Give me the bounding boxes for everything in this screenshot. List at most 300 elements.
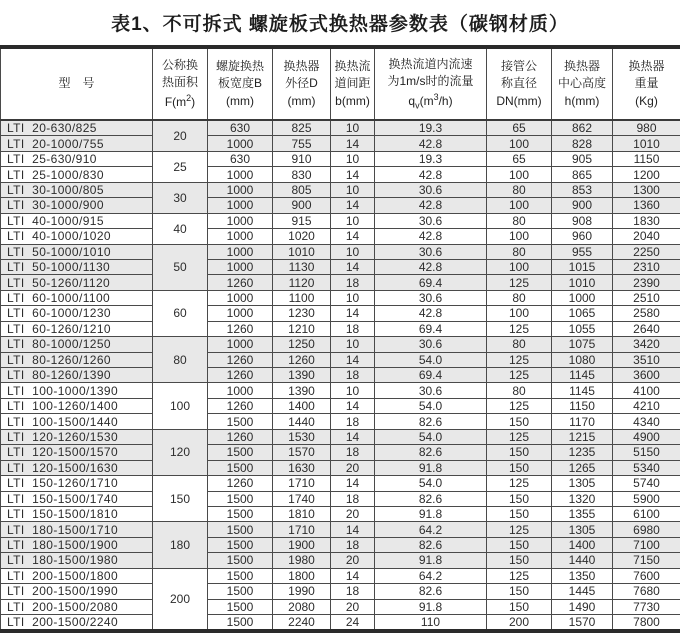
model-cell: LTI 40-1000/915 (1, 213, 153, 228)
center-height-cell: 1065 (552, 306, 613, 321)
nozzle-dn-cell: 100 (487, 306, 552, 321)
area-cell: 80 (153, 337, 208, 383)
area-cell: 20 (153, 120, 208, 151)
area-cell: 40 (153, 213, 208, 244)
channel-gap-cell: 10 (331, 337, 375, 352)
flow-rate-cell: 69.4 (375, 321, 487, 336)
center-height-cell: 862 (552, 120, 613, 136)
table-row (1, 229, 680, 244)
table-row (1, 321, 680, 336)
channel-gap-cell: 18 (331, 414, 375, 429)
flow-rate-cell: 42.8 (375, 306, 487, 321)
table-row (1, 553, 680, 568)
center-height-cell: 1150 (552, 398, 613, 413)
nozzle-dn-cell: 100 (487, 259, 552, 274)
outer-dia-cell: 1100 (273, 290, 331, 305)
plate-width-cell: 1260 (208, 275, 273, 290)
channel-gap-cell: 14 (331, 136, 375, 151)
col-header-area: 公称换 热面积 $F(m^2)$ (153, 47, 208, 120)
plate-width-cell: 1260 (208, 368, 273, 383)
plate-width-cell: 630 (208, 120, 273, 136)
weight-cell: 2310 (613, 259, 680, 274)
area-cell: 150 (153, 476, 208, 522)
model-cell: LTI 60-1000/1230 (1, 306, 153, 321)
table-row (1, 136, 680, 151)
outer-dia-cell: 1390 (273, 368, 331, 383)
channel-gap-cell: 18 (331, 321, 375, 336)
nozzle-dn-cell: 100 (487, 229, 552, 244)
flow-rate-cell: 42.8 (375, 167, 487, 182)
plate-width-cell: 1000 (208, 167, 273, 182)
channel-gap-cell: 18 (331, 368, 375, 383)
weight-cell: 7150 (613, 553, 680, 568)
outer-dia-cell: 1990 (273, 584, 331, 599)
flow-rate-cell: 54.0 (375, 476, 487, 491)
channel-gap-cell: 14 (331, 398, 375, 413)
outer-dia-cell: 805 (273, 182, 331, 197)
nozzle-dn-cell: 80 (487, 337, 552, 352)
weight-cell: 6100 (613, 506, 680, 521)
flow-rate-cell: 42.8 (375, 259, 487, 274)
center-height-cell: 1080 (552, 352, 613, 367)
nozzle-dn-cell: 125 (487, 352, 552, 367)
weight-cell: 5150 (613, 445, 680, 460)
weight-cell: 4900 (613, 429, 680, 444)
channel-gap-cell: 18 (331, 584, 375, 599)
header-row (1, 47, 680, 120)
weight-cell: 5340 (613, 460, 680, 475)
outer-dia-cell: 1900 (273, 537, 331, 552)
flow-rate-cell: 91.8 (375, 460, 487, 475)
flow-rate-cell: 30.6 (375, 290, 487, 305)
nozzle-dn-cell: 65 (487, 120, 552, 136)
nozzle-dn-cell: 80 (487, 244, 552, 259)
flow-rate-cell: 54.0 (375, 429, 487, 444)
table-row (1, 198, 680, 213)
flow-rate-cell: 30.6 (375, 383, 487, 398)
model-cell: LTI 150-1500/1740 (1, 491, 153, 506)
flow-rate-cell: 42.8 (375, 136, 487, 151)
flow-rate-cell: 82.6 (375, 584, 487, 599)
plate-width-cell: 1500 (208, 584, 273, 599)
table-row (1, 568, 680, 583)
plate-width-cell: 1500 (208, 414, 273, 429)
plate-width-cell: 1500 (208, 460, 273, 475)
flow-rate-cell: 30.6 (375, 337, 487, 352)
weight-cell: 7600 (613, 568, 680, 583)
outer-dia-cell: 1230 (273, 306, 331, 321)
table-row (1, 522, 680, 537)
model-cell: LTI 120-1500/1570 (1, 445, 153, 460)
outer-dia-cell: 1210 (273, 321, 331, 336)
nozzle-dn-cell: 65 (487, 151, 552, 166)
outer-dia-cell: 1020 (273, 229, 331, 244)
outer-dia-cell: 910 (273, 151, 331, 166)
channel-gap-cell: 20 (331, 553, 375, 568)
area-cell: 25 (153, 151, 208, 182)
col-header-plate-width: 螺旋换热 板宽度B (mm) (208, 47, 273, 120)
flow-rate-cell: 110 (375, 615, 487, 632)
channel-gap-cell: 14 (331, 476, 375, 491)
center-height-cell: 1145 (552, 368, 613, 383)
model-cell: LTI 200-1500/1990 (1, 584, 153, 599)
nozzle-dn-cell: 150 (487, 491, 552, 506)
plate-width-cell: 1000 (208, 198, 273, 213)
channel-gap-cell: 14 (331, 198, 375, 213)
model-cell: LTI 30-1000/900 (1, 198, 153, 213)
outer-dia-cell: 830 (273, 167, 331, 182)
area-cell: 30 (153, 182, 208, 213)
center-height-cell: 1145 (552, 383, 613, 398)
weight-cell: 5900 (613, 491, 680, 506)
outer-dia-cell: 1810 (273, 506, 331, 521)
nozzle-dn-cell: 150 (487, 599, 552, 614)
outer-dia-cell: 1710 (273, 522, 331, 537)
outer-dia-cell: 1010 (273, 244, 331, 259)
table-row (1, 537, 680, 552)
plate-width-cell: 1260 (208, 398, 273, 413)
weight-cell: 3600 (613, 368, 680, 383)
weight-cell: 7100 (613, 537, 680, 552)
weight-cell: 2580 (613, 306, 680, 321)
plate-width-cell: 1500 (208, 615, 273, 632)
plate-width-cell: 1500 (208, 553, 273, 568)
channel-gap-cell: 20 (331, 506, 375, 521)
flow-rate-cell: 64.2 (375, 522, 487, 537)
table-row (1, 368, 680, 383)
center-height-cell: 1570 (552, 615, 613, 632)
nozzle-dn-cell: 80 (487, 182, 552, 197)
model-cell: LTI 30-1000/805 (1, 182, 153, 197)
nozzle-dn-cell: 100 (487, 167, 552, 182)
table-row (1, 506, 680, 521)
outer-dia-cell: 1630 (273, 460, 331, 475)
flow-rate-cell: 30.6 (375, 182, 487, 197)
channel-gap-cell: 14 (331, 259, 375, 274)
nozzle-dn-cell: 150 (487, 553, 552, 568)
model-cell: LTI 25-1000/830 (1, 167, 153, 182)
plate-width-cell: 1500 (208, 599, 273, 614)
outer-dia-cell: 1980 (273, 553, 331, 568)
plate-width-cell: 1000 (208, 244, 273, 259)
model-cell: LTI 150-1500/1810 (1, 506, 153, 521)
center-height-cell: 1305 (552, 476, 613, 491)
weight-cell: 7730 (613, 599, 680, 614)
plate-width-cell: 1000 (208, 136, 273, 151)
nozzle-dn-cell: 80 (487, 290, 552, 305)
plate-width-cell: 1000 (208, 213, 273, 228)
model-cell: LTI 50-1000/1010 (1, 244, 153, 259)
channel-gap-cell: 18 (331, 537, 375, 552)
outer-dia-cell: 825 (273, 120, 331, 136)
model-cell: LTI 200-1500/2080 (1, 599, 153, 614)
center-height-cell: 1445 (552, 584, 613, 599)
outer-dia-cell: 1130 (273, 259, 331, 274)
center-height-cell: 1015 (552, 259, 613, 274)
channel-gap-cell: 24 (331, 615, 375, 632)
table-row (1, 120, 680, 136)
channel-gap-cell: 14 (331, 229, 375, 244)
flow-rate-cell: 64.2 (375, 568, 487, 583)
nozzle-dn-cell: 125 (487, 429, 552, 444)
table-row (1, 429, 680, 444)
nozzle-dn-cell: 100 (487, 136, 552, 151)
nozzle-dn-cell: 125 (487, 275, 552, 290)
flow-rate-cell: 82.6 (375, 537, 487, 552)
channel-gap-cell: 14 (331, 352, 375, 367)
flow-rate-cell: 91.8 (375, 553, 487, 568)
weight-cell: 1300 (613, 182, 680, 197)
nozzle-dn-cell: 150 (487, 584, 552, 599)
nozzle-dn-cell: 150 (487, 506, 552, 521)
center-height-cell: 1170 (552, 414, 613, 429)
weight-cell: 4340 (613, 414, 680, 429)
center-height-cell: 1010 (552, 275, 613, 290)
center-height-cell: 1355 (552, 506, 613, 521)
outer-dia-cell: 755 (273, 136, 331, 151)
plate-width-cell: 1500 (208, 522, 273, 537)
outer-dia-cell: 1400 (273, 398, 331, 413)
table-row (1, 445, 680, 460)
plate-width-cell: 1000 (208, 229, 273, 244)
outer-dia-cell: 2240 (273, 615, 331, 632)
area-cell: 180 (153, 522, 208, 568)
table-row (1, 213, 680, 228)
channel-gap-cell: 20 (331, 599, 375, 614)
weight-cell: 1360 (613, 198, 680, 213)
flow-rate-cell: 91.8 (375, 506, 487, 521)
channel-gap-cell: 20 (331, 460, 375, 475)
nozzle-dn-cell: 150 (487, 445, 552, 460)
center-height-cell: 1490 (552, 599, 613, 614)
flow-rate-cell: 19.3 (375, 120, 487, 136)
weight-cell: 2040 (613, 229, 680, 244)
weight-cell: 2390 (613, 275, 680, 290)
center-height-cell: 1235 (552, 445, 613, 460)
nozzle-dn-cell: 125 (487, 321, 552, 336)
model-cell: LTI 80-1260/1260 (1, 352, 153, 367)
flow-rate-cell: 54.0 (375, 352, 487, 367)
nozzle-dn-cell: 125 (487, 398, 552, 413)
table-row (1, 337, 680, 352)
flow-rate-cell: 91.8 (375, 599, 487, 614)
model-cell: LTI 180-1500/1980 (1, 553, 153, 568)
model-cell: LTI 80-1260/1390 (1, 368, 153, 383)
table-row (1, 275, 680, 290)
table-row (1, 460, 680, 475)
outer-dia-cell: 1260 (273, 352, 331, 367)
plate-width-cell: 1000 (208, 182, 273, 197)
model-cell: LTI 100-1260/1400 (1, 398, 153, 413)
nozzle-dn-cell: 125 (487, 568, 552, 583)
table-row (1, 615, 680, 632)
plate-width-cell: 1260 (208, 476, 273, 491)
flow-rate-cell: 19.3 (375, 151, 487, 166)
channel-gap-cell: 10 (331, 213, 375, 228)
outer-dia-cell: 915 (273, 213, 331, 228)
table-row (1, 259, 680, 274)
table-row (1, 599, 680, 614)
col-header-nozzle-dn: 接管公 称直径 DN(mm) (487, 47, 552, 120)
weight-cell: 1830 (613, 213, 680, 228)
channel-gap-cell: 14 (331, 306, 375, 321)
channel-gap-cell: 18 (331, 445, 375, 460)
flow-rate-cell: 69.4 (375, 368, 487, 383)
model-cell: LTI 120-1260/1530 (1, 429, 153, 444)
nozzle-dn-cell: 150 (487, 414, 552, 429)
plate-width-cell: 1260 (208, 352, 273, 367)
page-title: 表1、不可拆式 螺旋板式换热器参数表（碳钢材质） (111, 14, 569, 35)
channel-gap-cell: 10 (331, 290, 375, 305)
model-cell: LTI 200-1500/1800 (1, 568, 153, 583)
center-height-cell: 1350 (552, 568, 613, 583)
center-height-cell: 1320 (552, 491, 613, 506)
channel-gap-cell: 14 (331, 522, 375, 537)
model-cell: LTI 100-1000/1390 (1, 383, 153, 398)
table-row (1, 491, 680, 506)
col-header-center-height: 换热器 中心高度 h(mm) (552, 47, 613, 120)
model-cell: LTI 80-1000/1250 (1, 337, 153, 352)
nozzle-dn-cell: 125 (487, 476, 552, 491)
center-height-cell: 1215 (552, 429, 613, 444)
table-row (1, 414, 680, 429)
flow-rate-cell: 54.0 (375, 398, 487, 413)
nozzle-dn-cell: 100 (487, 198, 552, 213)
weight-cell: 5740 (613, 476, 680, 491)
plate-width-cell: 1000 (208, 337, 273, 352)
nozzle-dn-cell: 125 (487, 522, 552, 537)
center-height-cell: 1075 (552, 337, 613, 352)
center-height-cell: 1440 (552, 553, 613, 568)
flow-rate-cell: 42.8 (375, 198, 487, 213)
channel-gap-cell: 14 (331, 167, 375, 182)
flow-rate-cell: 30.6 (375, 244, 487, 259)
center-height-cell: 1055 (552, 321, 613, 336)
plate-width-cell: 1260 (208, 429, 273, 444)
table-row (1, 151, 680, 166)
center-height-cell: 955 (552, 244, 613, 259)
area-cell: 100 (153, 383, 208, 429)
col-header-channel-gap: 换热流 道间距 b(mm) (331, 47, 375, 120)
model-cell: LTI 60-1260/1210 (1, 321, 153, 336)
plate-width-cell: 1000 (208, 306, 273, 321)
nozzle-dn-cell: 200 (487, 615, 552, 632)
channel-gap-cell: 18 (331, 491, 375, 506)
center-height-cell: 1305 (552, 522, 613, 537)
outer-dia-cell: 2080 (273, 599, 331, 614)
model-cell: LTI 20-630/825 (1, 120, 153, 136)
table-row (1, 476, 680, 491)
nozzle-dn-cell: 150 (487, 460, 552, 475)
center-height-cell: 865 (552, 167, 613, 182)
table-row (1, 352, 680, 367)
center-height-cell: 900 (552, 198, 613, 213)
weight-cell: 3420 (613, 337, 680, 352)
outer-dia-cell: 1250 (273, 337, 331, 352)
outer-dia-cell: 1710 (273, 476, 331, 491)
flow-rate-cell: 82.6 (375, 445, 487, 460)
nozzle-dn-cell: 80 (487, 383, 552, 398)
center-height-cell: 960 (552, 229, 613, 244)
center-height-cell: 1265 (552, 460, 613, 475)
nozzle-dn-cell: 125 (487, 368, 552, 383)
model-cell: LTI 60-1000/1100 (1, 290, 153, 305)
plate-width-cell: 1500 (208, 568, 273, 583)
table-body (1, 120, 680, 631)
plate-width-cell: 1000 (208, 259, 273, 274)
center-height-cell: 908 (552, 213, 613, 228)
weight-cell: 7800 (613, 615, 680, 632)
outer-dia-cell: 1570 (273, 445, 331, 460)
channel-gap-cell: 18 (331, 275, 375, 290)
outer-dia-cell: 1800 (273, 568, 331, 583)
plate-width-cell: 1000 (208, 383, 273, 398)
flow-rate-cell: 82.6 (375, 414, 487, 429)
plate-width-cell: 1500 (208, 506, 273, 521)
nozzle-dn-cell: 150 (487, 537, 552, 552)
model-cell: LTI 150-1260/1710 (1, 476, 153, 491)
channel-gap-cell: 14 (331, 429, 375, 444)
weight-cell: 1150 (613, 151, 680, 166)
channel-gap-cell: 14 (331, 568, 375, 583)
channel-gap-cell: 10 (331, 244, 375, 259)
area-cell: 60 (153, 290, 208, 336)
center-height-cell: 1400 (552, 537, 613, 552)
center-height-cell: 853 (552, 182, 613, 197)
flow-rate-cell: 30.6 (375, 213, 487, 228)
center-height-cell: 828 (552, 136, 613, 151)
weight-cell: 4210 (613, 398, 680, 413)
weight-cell: 6980 (613, 522, 680, 537)
channel-gap-cell: 10 (331, 120, 375, 136)
channel-gap-cell: 10 (331, 182, 375, 197)
table-row (1, 290, 680, 305)
weight-cell: 1200 (613, 167, 680, 182)
model-cell: LTI 100-1500/1440 (1, 414, 153, 429)
table-row (1, 584, 680, 599)
weight-cell: 3510 (613, 352, 680, 367)
flow-rate-cell: 42.8 (375, 229, 487, 244)
plate-width-cell: 630 (208, 151, 273, 166)
channel-gap-cell: 10 (331, 151, 375, 166)
model-cell: LTI 200-1500/2240 (1, 615, 153, 632)
nozzle-dn-cell: 80 (487, 213, 552, 228)
plate-width-cell: 1500 (208, 445, 273, 460)
weight-cell: 7680 (613, 584, 680, 599)
outer-dia-cell: 1530 (273, 429, 331, 444)
flow-rate-cell: 69.4 (375, 275, 487, 290)
model-cell: LTI 120-1500/1630 (1, 460, 153, 475)
weight-cell: 1010 (613, 136, 680, 151)
center-height-cell: 1000 (552, 290, 613, 305)
col-header-weight: 换热器 重量 (Kg) (613, 47, 680, 120)
table-row (1, 182, 680, 197)
col-header-outer-dia: 换热器 外径D (mm) (273, 47, 331, 120)
col-header-model: 型 号 (1, 47, 153, 120)
weight-cell: 980 (613, 120, 680, 136)
weight-cell: 2250 (613, 244, 680, 259)
table-row (1, 306, 680, 321)
model-cell: LTI 20-1000/755 (1, 136, 153, 151)
flow-rate-cell: 82.6 (375, 491, 487, 506)
area-cell: 200 (153, 568, 208, 631)
model-cell: LTI 180-1500/1710 (1, 522, 153, 537)
outer-dia-cell: 1120 (273, 275, 331, 290)
outer-dia-cell: 1440 (273, 414, 331, 429)
col-header-flow-rate: 换热流道内流速 为1m/s时的流量 $q_v(m^3/h)$ (375, 47, 487, 120)
model-cell: LTI 25-630/910 (1, 151, 153, 166)
plate-width-cell: 1500 (208, 537, 273, 552)
